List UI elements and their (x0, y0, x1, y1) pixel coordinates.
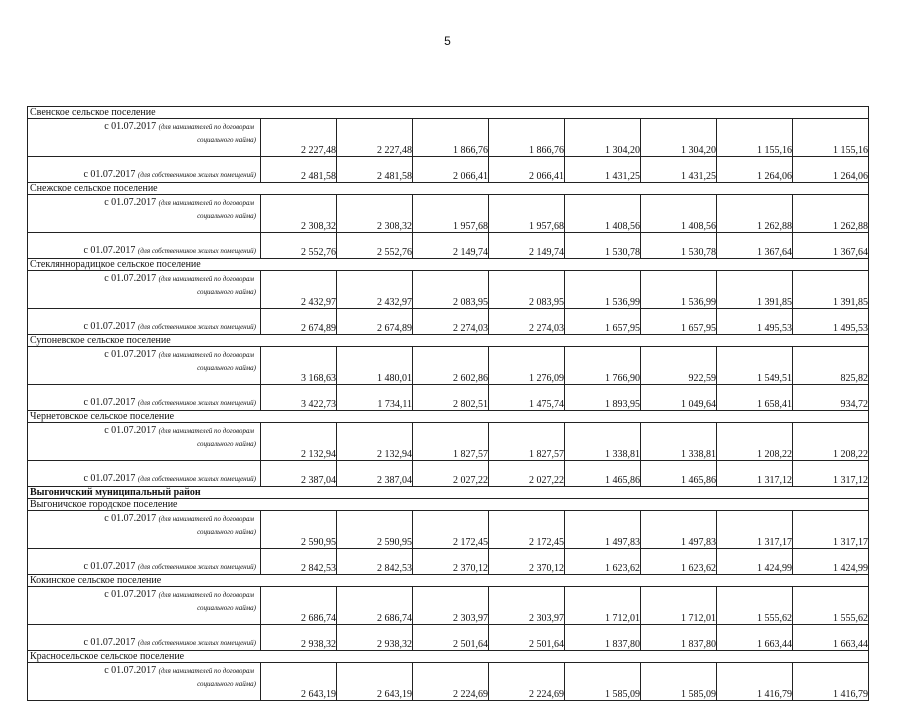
settlement-name: Выгоничское городское поселение (28, 499, 869, 511)
tariff-value-cell: 2 132,94 (261, 423, 337, 461)
settlement-header-row (28, 259, 869, 271)
tariff-value-cell: 1 536,99 (641, 271, 717, 309)
label-note: (для нанимателей по договорам (158, 667, 254, 675)
tariff-value-cell: 1 408,56 (641, 195, 717, 233)
label-note: (для нанимателей по договорам (158, 351, 254, 359)
label-note: (для собственников жилых помещений) (137, 563, 256, 571)
row-label-text (83, 397, 256, 408)
tariff-value-cell: 2 938,32 (337, 625, 413, 651)
effective-date: с 01.07.2017 (104, 273, 157, 284)
tariff-value-cell: 1 827,57 (413, 423, 489, 461)
label-note: (для собственников жилых помещений) (137, 247, 256, 255)
tariff-value-cell: 2 501,64 (489, 625, 565, 651)
owners-tariff-row (28, 233, 869, 259)
effective-date: с 01.07.2017 (104, 425, 157, 436)
effective-date: с 01.07.2017 (104, 589, 157, 600)
tariff-value-cell: 2 552,76 (261, 233, 337, 259)
tenants-row-label (28, 347, 261, 385)
tenants-tariff-row (28, 423, 869, 461)
tenants-tariff-row (28, 271, 869, 309)
tariff-value-cell: 2 432,97 (261, 271, 337, 309)
settlement-name: Супоневское сельское поселение (28, 335, 869, 347)
tariff-value-cell: 1 623,62 (641, 549, 717, 575)
tariff-value-cell: 1 837,80 (641, 625, 717, 651)
tariff-value-cell: 1 391,85 (793, 271, 869, 309)
tariff-value-cell: 1 367,64 (793, 233, 869, 259)
label-note: (для нанимателей по договорам (158, 123, 254, 131)
row-label-text (104, 425, 254, 436)
label-note: (для нанимателей по договорам (158, 199, 254, 207)
tariff-value-cell: 1 585,09 (641, 663, 717, 701)
row-label-text (83, 561, 256, 572)
row-label-text (83, 473, 256, 484)
tenants-row-label (28, 587, 261, 625)
tariff-value-cell: 1 536,99 (565, 271, 641, 309)
tenants-row-label (28, 195, 261, 233)
owners-tariff-row (28, 461, 869, 487)
owners-row-label (28, 233, 261, 259)
label-note-continuation: социального найма) (197, 212, 256, 220)
tariff-value-cell: 2 674,89 (261, 309, 337, 335)
effective-date: с 01.07.2017 (83, 561, 136, 572)
effective-date: с 01.07.2017 (83, 321, 136, 332)
tariff-value-cell: 1 530,78 (641, 233, 717, 259)
tariff-value-cell: 1 208,22 (717, 423, 793, 461)
owners-tariff-row (28, 625, 869, 651)
tariff-value-cell: 2 842,53 (337, 549, 413, 575)
tariff-value-cell: 2 686,74 (261, 587, 337, 625)
tariff-value-cell: 1 827,57 (489, 423, 565, 461)
tariff-value-cell: 1 317,17 (793, 511, 869, 549)
tariff-value-cell: 1 495,53 (793, 309, 869, 335)
tariff-value-cell: 1 431,25 (565, 157, 641, 183)
settlement-name: Свенское сельское поселение (28, 107, 869, 119)
tariff-value-cell: 1 766,90 (565, 347, 641, 385)
tariff-value-cell: 2 938,32 (261, 625, 337, 651)
row-label-text (104, 273, 254, 284)
tariff-value-cell: 934,72 (793, 385, 869, 411)
settlement-header-row (28, 335, 869, 347)
tariff-value-cell: 2 387,04 (261, 461, 337, 487)
tariff-value-cell: 1 495,53 (717, 309, 793, 335)
effective-date: с 01.07.2017 (83, 473, 136, 484)
tenants-row-label (28, 119, 261, 157)
tariff-value-cell: 1 555,62 (793, 587, 869, 625)
tariff-value-cell: 2 083,95 (489, 271, 565, 309)
tariff-value-cell: 1 208,22 (793, 423, 869, 461)
tariff-value-cell: 2 602,86 (413, 347, 489, 385)
tariff-value-cell: 2 308,32 (261, 195, 337, 233)
tariff-value-cell: 2 303,97 (489, 587, 565, 625)
tariff-value-cell: 1 585,09 (565, 663, 641, 701)
tariff-value-cell: 1 712,01 (565, 587, 641, 625)
tariff-value-cell: 825,82 (793, 347, 869, 385)
tariff-value-cell: 2 303,97 (413, 587, 489, 625)
settlement-header-row (28, 411, 869, 423)
tariff-value-cell: 2 066,41 (413, 157, 489, 183)
tariff-value-cell: 1 837,80 (565, 625, 641, 651)
tenants-row-label (28, 663, 261, 701)
label-note: (для собственников жилых помещений) (137, 323, 256, 331)
row-label-text (104, 197, 254, 208)
label-note: (для нанимателей по договорам (158, 427, 254, 435)
tariff-value-cell: 2 308,32 (337, 195, 413, 233)
tenants-row-label (28, 271, 261, 309)
tariff-value-cell: 2 432,97 (337, 271, 413, 309)
tariff-value-cell: 1 424,99 (717, 549, 793, 575)
row-label-text (104, 349, 254, 360)
owners-tariff-row (28, 549, 869, 575)
tariff-value-cell: 2 149,74 (413, 233, 489, 259)
settlement-name: Снежское сельское поселение (28, 183, 869, 195)
row-label-text (104, 589, 254, 600)
tariff-value-cell: 2 027,22 (413, 461, 489, 487)
effective-date: с 01.07.2017 (83, 637, 136, 648)
owners-row-label (28, 625, 261, 651)
tariff-value-cell: 2 643,19 (337, 663, 413, 701)
tariff-value-cell: 1 276,09 (489, 347, 565, 385)
tariff-value-cell: 1 663,44 (793, 625, 869, 651)
settlement-header-row (28, 499, 869, 511)
settlement-header-row (28, 107, 869, 119)
effective-date: с 01.07.2017 (104, 665, 157, 676)
label-note: (для собственников жилых помещений) (137, 475, 256, 483)
tariff-value-cell: 2 227,48 (261, 119, 337, 157)
tariff-value-cell: 1 555,62 (717, 587, 793, 625)
tariff-value-cell: 2 481,58 (261, 157, 337, 183)
tariff-value-cell: 1 657,95 (565, 309, 641, 335)
effective-date: с 01.07.2017 (104, 513, 157, 524)
label-note: (для собственников жилых помещений) (137, 171, 256, 179)
tariff-value-cell: 2 132,94 (337, 423, 413, 461)
tariff-value-cell: 2 802,51 (413, 385, 489, 411)
tariff-value-cell: 1 657,95 (641, 309, 717, 335)
tariff-value-cell: 2 224,69 (489, 663, 565, 701)
tariff-value-cell: 1 957,68 (489, 195, 565, 233)
tariff-value-cell: 1 317,12 (793, 461, 869, 487)
tariff-value-cell: 2 149,74 (489, 233, 565, 259)
label-note-continuation: социального найма) (197, 604, 256, 612)
tariff-value-cell: 1 957,68 (413, 195, 489, 233)
settlement-header-row (28, 183, 869, 195)
owners-tariff-row (28, 385, 869, 411)
tariff-value-cell: 2 027,22 (489, 461, 565, 487)
tariff-value-cell: 1 431,25 (641, 157, 717, 183)
tariff-value-cell: 2 686,74 (337, 587, 413, 625)
tariff-table (27, 106, 869, 701)
label-note-continuation: социального найма) (197, 440, 256, 448)
tariff-value-cell: 2 172,45 (489, 511, 565, 549)
row-label-text (104, 121, 254, 132)
tariff-value-cell: 1 416,79 (793, 663, 869, 701)
tariff-value-cell: 2 481,58 (337, 157, 413, 183)
settlement-name: Чернетовское сельское поселение (28, 411, 869, 423)
tariff-value-cell: 1 338,81 (641, 423, 717, 461)
tariff-value-cell: 2 370,12 (489, 549, 565, 575)
tariff-value-cell: 1 424,99 (793, 549, 869, 575)
tariff-value-cell: 2 066,41 (489, 157, 565, 183)
tariff-value-cell: 2 172,45 (413, 511, 489, 549)
tariff-value-cell: 1 391,85 (717, 271, 793, 309)
tenants-row-label (28, 423, 261, 461)
tenants-tariff-row (28, 511, 869, 549)
label-note-continuation: социального найма) (197, 680, 256, 688)
tariff-value-cell: 2 224,69 (413, 663, 489, 701)
tariff-value-cell: 1 530,78 (565, 233, 641, 259)
tariff-value-cell: 1 155,16 (793, 119, 869, 157)
tenants-tariff-row (28, 587, 869, 625)
settlement-name: Кокинское сельское поселение (28, 575, 869, 587)
label-note: (для нанимателей по договорам (158, 275, 254, 283)
settlement-header-row (28, 651, 869, 663)
tariff-value-cell: 1 262,88 (793, 195, 869, 233)
effective-date: с 01.07.2017 (104, 121, 157, 132)
tariff-value-cell: 3 168,63 (261, 347, 337, 385)
tariff-value-cell: 1 049,64 (641, 385, 717, 411)
district-header-row (28, 487, 869, 499)
tenants-tariff-row (28, 195, 869, 233)
tenants-tariff-row (28, 119, 869, 157)
tariff-value-cell: 1 262,88 (717, 195, 793, 233)
tariff-value-cell: 2 590,95 (261, 511, 337, 549)
effective-date: с 01.07.2017 (83, 397, 136, 408)
tariff-value-cell: 1 663,44 (717, 625, 793, 651)
row-label-text (83, 169, 256, 180)
tariff-value-cell: 1 317,12 (717, 461, 793, 487)
tenants-tariff-row (28, 663, 869, 701)
tariff-value-cell: 1 264,06 (793, 157, 869, 183)
tariff-value-cell: 1 155,16 (717, 119, 793, 157)
tariff-value-cell: 2 501,64 (413, 625, 489, 651)
tariff-value-cell: 1 338,81 (565, 423, 641, 461)
owners-row-label (28, 309, 261, 335)
tariff-value-cell: 1 866,76 (489, 119, 565, 157)
tariff-value-cell: 2 370,12 (413, 549, 489, 575)
tariff-value-cell: 2 083,95 (413, 271, 489, 309)
tariff-value-cell: 2 274,03 (413, 309, 489, 335)
page-number: 5 (444, 34, 451, 48)
tariff-value-cell: 2 842,53 (261, 549, 337, 575)
tariff-value-cell: 2 643,19 (261, 663, 337, 701)
tariff-value-cell: 2 227,48 (337, 119, 413, 157)
row-label-text (104, 665, 254, 676)
effective-date: с 01.07.2017 (104, 349, 157, 360)
tariff-value-cell: 1 475,74 (489, 385, 565, 411)
tariff-value-cell: 1 497,83 (565, 511, 641, 549)
tariff-value-cell: 1 367,64 (717, 233, 793, 259)
owners-row-label (28, 461, 261, 487)
tenants-tariff-row (28, 347, 869, 385)
tariff-value-cell: 1 658,41 (717, 385, 793, 411)
district-name: Выгоничский муниципальный район (28, 487, 869, 499)
tariff-value-cell: 1 317,17 (717, 511, 793, 549)
tariff-value-cell: 2 387,04 (337, 461, 413, 487)
tariff-value-cell: 1 480,01 (337, 347, 413, 385)
settlement-name: Красносельское сельское поселение (28, 651, 869, 663)
tariff-value-cell: 1 549,51 (717, 347, 793, 385)
label-note-continuation: социального найма) (197, 364, 256, 372)
row-label-text (83, 637, 256, 648)
effective-date: с 01.07.2017 (83, 245, 136, 256)
owners-row-label (28, 549, 261, 575)
tariff-value-cell: 3 422,73 (261, 385, 337, 411)
owners-tariff-row (28, 157, 869, 183)
tariff-value-cell: 2 590,95 (337, 511, 413, 549)
label-note: (для нанимателей по договорам (158, 515, 254, 523)
tariff-value-cell: 1 416,79 (717, 663, 793, 701)
effective-date: с 01.07.2017 (104, 197, 157, 208)
owners-row-label (28, 157, 261, 183)
owners-row-label (28, 385, 261, 411)
owners-tariff-row (28, 309, 869, 335)
label-note: (для собственников жилых помещений) (137, 399, 256, 407)
row-label-text (83, 321, 256, 332)
tariff-value-cell: 2 274,03 (489, 309, 565, 335)
tariff-value-cell: 2 674,89 (337, 309, 413, 335)
tariff-value-cell: 1 304,20 (565, 119, 641, 157)
tariff-value-cell: 1 734,11 (337, 385, 413, 411)
tariff-value-cell: 1 893,95 (565, 385, 641, 411)
label-note-continuation: социального найма) (197, 136, 256, 144)
tariff-value-cell: 1 264,06 (717, 157, 793, 183)
tenants-row-label (28, 511, 261, 549)
tariff-value-cell: 1 408,56 (565, 195, 641, 233)
label-note-continuation: социального найма) (197, 528, 256, 536)
settlement-header-row (28, 575, 869, 587)
tariff-value-cell: 1 304,20 (641, 119, 717, 157)
tariff-value-cell: 922,59 (641, 347, 717, 385)
label-note-continuation: социального найма) (197, 288, 256, 296)
label-note: (для собственников жилых помещений) (137, 639, 256, 647)
tariff-value-cell: 2 552,76 (337, 233, 413, 259)
tariff-value-cell: 1 712,01 (641, 587, 717, 625)
settlement-name: Стекляннорадицкое сельское поселение (28, 259, 869, 271)
tariff-value-cell: 1 465,86 (641, 461, 717, 487)
tariff-value-cell: 1 623,62 (565, 549, 641, 575)
row-label-text (83, 245, 256, 256)
tariff-value-cell: 1 866,76 (413, 119, 489, 157)
label-note: (для нанимателей по договорам (158, 591, 254, 599)
tariff-value-cell: 1 465,86 (565, 461, 641, 487)
tariff-value-cell: 1 497,83 (641, 511, 717, 549)
row-label-text (104, 513, 254, 524)
effective-date: с 01.07.2017 (83, 169, 136, 180)
